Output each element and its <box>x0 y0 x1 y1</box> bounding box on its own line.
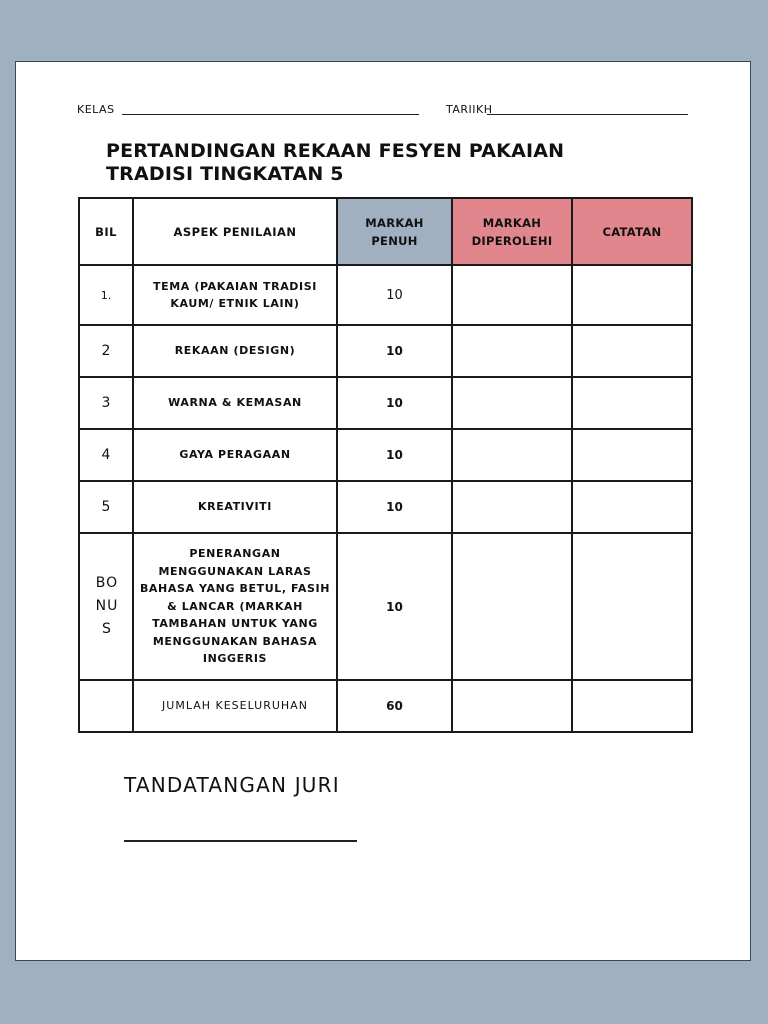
row-markah-diperolehi-cell[interactable] <box>452 481 572 533</box>
signature-label: TANDATANGAN JURI <box>124 773 340 797</box>
table-row <box>79 325 692 377</box>
title-line-2: TRADISI TINGKATAN 5 <box>106 163 344 185</box>
row-aspek: TEMA (PAKAIAN TRADISI KAUM/ ETNIK LAIN) <box>133 265 337 325</box>
row-markah-penuh: 10 <box>337 429 452 481</box>
table-row <box>79 265 692 325</box>
total-label: JUMLAH KESELURUHAN <box>133 680 337 732</box>
document-page <box>15 61 751 961</box>
row-catatan-cell[interactable] <box>572 481 692 533</box>
table-row <box>79 429 692 481</box>
row-catatan-cell[interactable] <box>572 429 692 481</box>
header-aspek-penilaian: ASPEK PENILAIAN <box>133 198 337 265</box>
table-header-row <box>79 198 692 265</box>
kelas-label: KELAS <box>77 103 115 116</box>
row-catatan-cell[interactable] <box>572 377 692 429</box>
kelas-blank-line <box>122 114 419 115</box>
row-bil: 1. <box>79 265 133 325</box>
row-catatan-cell[interactable] <box>572 265 692 325</box>
row-bil: 5 <box>79 481 133 533</box>
row-markah-penuh: 10 <box>337 265 452 325</box>
row-catatan-cell[interactable] <box>572 533 692 680</box>
row-aspek: PENERANGAN MENGGUNAKAN LARAS BAHASA YANG BETUL, FASIH & LANCAR (MARKAH TAMBAHAN UNTUK YANG MENGGUNAKAN BAHASA INGGERIS <box>133 533 337 680</box>
header-bil: BIL <box>79 198 133 265</box>
table-row-total <box>79 680 692 732</box>
total-markah-diperolehi-cell[interactable] <box>452 680 572 732</box>
tarikh-blank-line <box>487 114 688 115</box>
row-bil: 3 <box>79 377 133 429</box>
row-aspek: GAYA PERAGAAN <box>133 429 337 481</box>
header-markah-diperolehi: MARKAH DIPEROLEHI <box>452 198 572 265</box>
signature-blank-line <box>124 840 357 842</box>
header-markah-penuh: MARKAH PENUH <box>337 198 452 265</box>
row-markah-diperolehi-cell[interactable] <box>452 265 572 325</box>
row-catatan-cell[interactable] <box>572 325 692 377</box>
row-aspek: WARNA & KEMASAN <box>133 377 337 429</box>
row-aspek: REKAAN (DESIGN) <box>133 325 337 377</box>
row-markah-diperolehi-cell[interactable] <box>452 325 572 377</box>
table-row-bonus <box>79 533 692 680</box>
row-markah-diperolehi-cell[interactable] <box>452 429 572 481</box>
row-bil: 4 <box>79 429 133 481</box>
row-markah-penuh: 10 <box>337 481 452 533</box>
table-row <box>79 481 692 533</box>
row-markah-diperolehi-cell[interactable] <box>452 377 572 429</box>
assessment-table <box>78 197 693 733</box>
tarikh-label: TARIIKH <box>446 103 493 116</box>
title-line-1: PERTANDINGAN REKAAN FESYEN PAKAIAN <box>106 140 565 162</box>
total-bil <box>79 680 133 732</box>
row-bil: 2 <box>79 325 133 377</box>
row-bil-bonus: BONUS <box>79 533 133 680</box>
total-markah-penuh: 60 <box>337 680 452 732</box>
header-catatan: CATATAN <box>572 198 692 265</box>
table-row <box>79 377 692 429</box>
row-markah-penuh: 10 <box>337 533 452 680</box>
row-markah-diperolehi-cell[interactable] <box>452 533 572 680</box>
document-title <box>106 140 564 186</box>
row-markah-penuh: 10 <box>337 325 452 377</box>
row-markah-penuh: 10 <box>337 377 452 429</box>
row-aspek: KREATIVITI <box>133 481 337 533</box>
total-catatan-cell[interactable] <box>572 680 692 732</box>
